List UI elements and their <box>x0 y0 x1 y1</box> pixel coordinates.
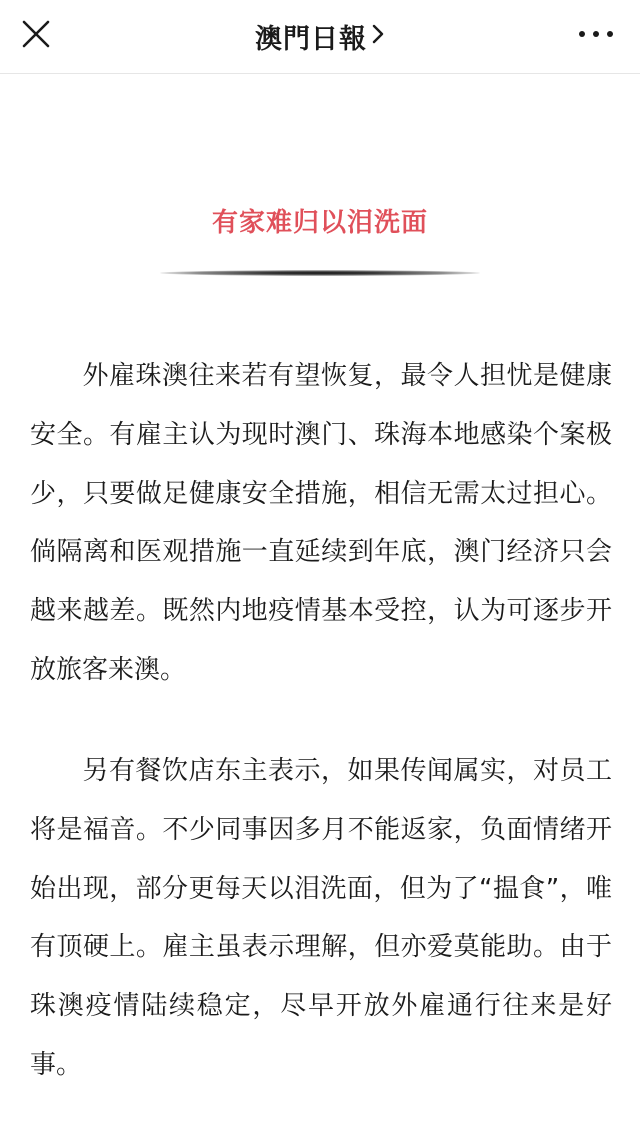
more-options-button[interactable] <box>574 14 618 58</box>
heading-divider <box>160 270 480 276</box>
chevron-right-icon <box>371 23 385 49</box>
account-title: 澳門日報 <box>255 23 367 55</box>
article-heading: 有家难归以泪洗面 <box>211 208 428 238</box>
top-nav-bar <box>0 0 640 74</box>
more-horizontal-icon <box>574 14 618 58</box>
account-title-link[interactable] <box>0 14 640 58</box>
article-paragraph-2 <box>30 742 612 1095</box>
paragraph-text: 外雇珠澳往来若有望恢复，最令人担忧是健康安全。有雇主认为现时澳门、珠海本地感染个案极少，只要做足健康安全措施，相信无需太过担心。倘隔离和医观措施一直延续到年底，澳门经济只会越来越差。既然内地疫情基本受控，认为可逐步开放旅客来澳。 <box>30 361 612 685</box>
paragraph-text: 另有餐饮店东主表示，如果传闻属实，对员工将是福音。不少同事因多月不能返家，负面情绪开始出现，部分更每天以泪洗面，但为了“揾食”，唯有顶硬上。雇主虽表示理解，但亦爱莫能助。由于珠澳疫情陆续稳定，尽早开放外雇通行往来是好事。 <box>30 756 612 1080</box>
article-paragraph-1 <box>30 347 612 700</box>
